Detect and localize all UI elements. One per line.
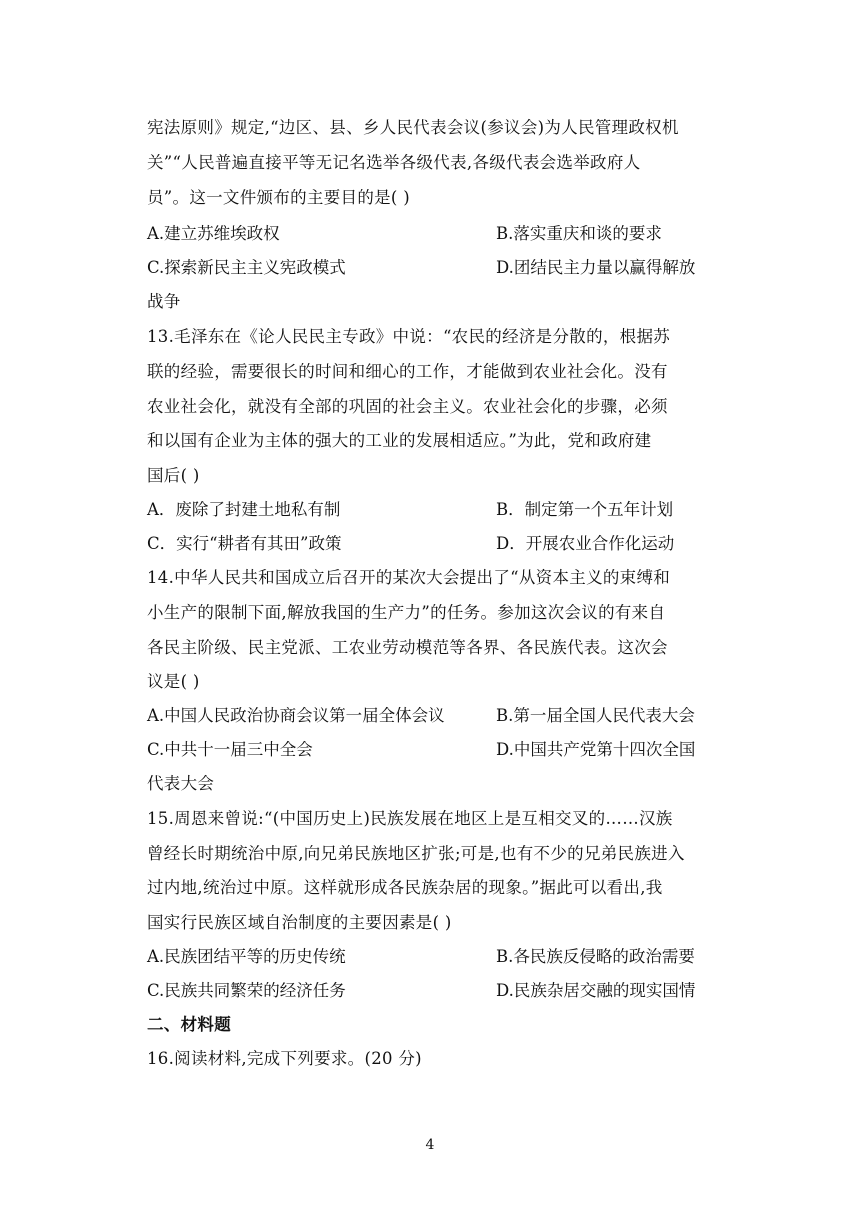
q13-line-3: 农业社会化，就没有全部的巩固的社会主义。农业社会化的步骤，必须: [147, 397, 668, 416]
q12-line-2: 关”“人民普遍直接平等无记名选举各级代表,各级代表会选举政府人: [147, 153, 641, 172]
q13-line-2: 联的经验，需要很长的时间和细心的工作，才能做到农业社会化。没有: [147, 362, 668, 381]
q13-option-d: D．开展农业合作化运动: [496, 534, 675, 553]
q14-option-c: C.中共十一届三中全会: [147, 740, 313, 759]
section-heading: 二、材料题: [147, 1015, 231, 1034]
q13-option-b: B．制定第一个五年计划: [496, 500, 674, 519]
q12-option-c: C.探索新民主主义宪政模式: [147, 258, 346, 277]
q15-line-2: 曾经长时期统治中原,向兄弟民族地区扩张;可是,也有不少的兄弟民族进入: [147, 844, 685, 863]
q14-line-2: 小生产的限制下面,解放我国的生产力”的任务。参加这次会议的有来自: [147, 603, 666, 622]
q12-option-d-continuation: 战争: [147, 292, 181, 311]
page-number: 4: [425, 1137, 435, 1153]
q16-line: 16.阅读材料,完成下列要求。(20 分): [147, 1049, 422, 1068]
q14-option-a: A.中国人民政治协商会议第一届全体会议: [147, 706, 445, 725]
q13-line-1: 13.毛泽东在《论人民民主专政》中说：“农民的经济是分散的，根据苏: [147, 327, 671, 346]
q15-option-d: D.民族杂居交融的现实国情: [496, 981, 696, 1000]
q15-line-1: 15.周恩来曾说:“(中国历史上)民族发展在地区上是互相交叉的……汉族: [147, 809, 673, 828]
q12-option-b: B.落实重庆和谈的要求: [496, 224, 662, 243]
q14-line-1: 14.中华人民共和国成立后召开的某次大会提出了“从资本主义的束缚和: [147, 568, 671, 587]
q13-option-a: A．废除了封建土地私有制: [147, 500, 341, 519]
q12-line-1: 宪法原则》规定,“边区、县、乡人民代表会议(参议会)为人民管理政权机: [147, 118, 679, 137]
q14-option-d-continuation: 代表大会: [147, 774, 215, 793]
q14-line-4: 议是( ): [147, 672, 200, 691]
q12-option-d: D.团结民主力量以赢得解放: [496, 258, 696, 277]
q14-option-d: D.中国共产党第十四次全国: [496, 740, 696, 759]
q14-line-3: 各民主阶级、民主党派、工农业劳动模范等各界、各民族代表。这次会: [147, 638, 668, 657]
q15-option-c: C.民族共同繁荣的经济任务: [147, 981, 346, 1000]
q15-option-a: A.民族团结平等的历史传统: [147, 947, 346, 966]
q13-option-c: C．实行“耕者有其田”政策: [147, 534, 342, 553]
q15-option-b: B.各民族反侵略的政治需要: [496, 947, 695, 966]
q12-line-3: 员”。这一文件颁布的主要目的是( ): [147, 188, 410, 207]
q15-line-4: 国实行民族区域自治制度的主要因素是( ): [147, 913, 452, 932]
q14-option-b: B.第一届全国人民代表大会: [496, 706, 695, 725]
q13-line-4: 和以国有企业为主体的强大的工业的发展相适应。”为此，党和政府建: [147, 431, 652, 450]
q13-line-5: 国后( ): [147, 466, 200, 485]
q15-line-3: 过内地,统治过中原。这样就形成各民族杂居的现象。”据此可以看出,我: [147, 878, 663, 897]
q12-option-a: A.建立苏维埃政权: [147, 224, 280, 243]
